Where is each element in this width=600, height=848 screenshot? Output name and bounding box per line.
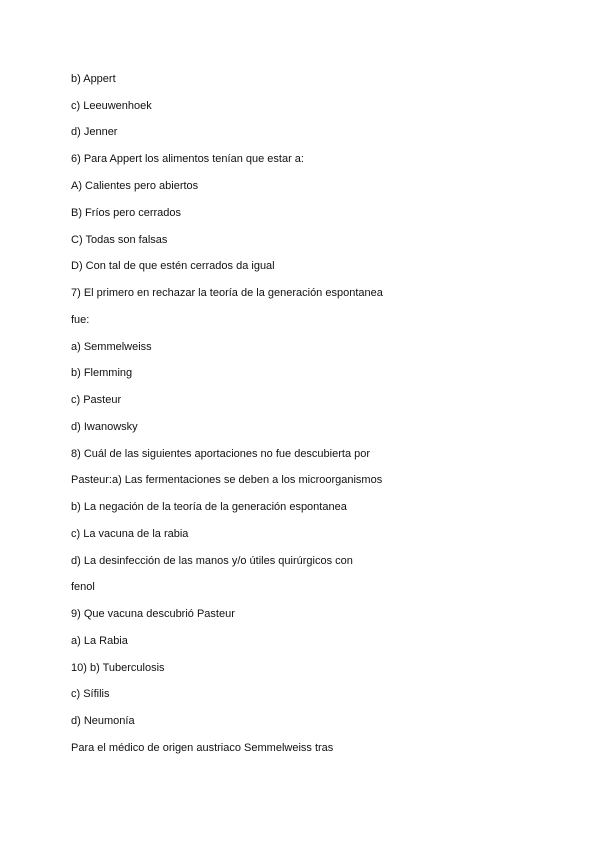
- question-7: 7) El primero en rechazar la teoría de la generación espontanea: [71, 287, 383, 299]
- text-line: B) Fríos pero cerrados: [71, 207, 182, 219]
- text-line: c) Pasteur: [71, 394, 122, 406]
- text-line: fue:: [71, 314, 90, 326]
- text-line: A) Calientes pero abiertos: [71, 180, 199, 192]
- text-line: c) La vacuna de la rabia: [71, 528, 189, 540]
- text-line: Pasteur:a) Las fermentaciones se deben a los microorganismos: [71, 474, 383, 486]
- paragraph-start: Para el médico de origen austriaco Semmelweiss tras: [71, 742, 334, 754]
- text-line: a) Semmelweiss: [71, 341, 152, 353]
- question-6: 6) Para Appert los alimentos tenían que estar a:: [71, 153, 304, 165]
- text-line: b) Flemming: [71, 367, 133, 379]
- text-line: C) Todas son falsas: [71, 234, 168, 246]
- text-line: d) La desinfección de las manos y/o útiles quirúrgicos con: [71, 555, 353, 567]
- text-line: d) Neumonía: [71, 715, 135, 727]
- question-8: 8) Cuál de las siguientes aportaciones no fue descubierta por: [71, 448, 371, 460]
- question-9: 9) Que vacuna descubrió Pasteur: [71, 608, 235, 620]
- text-line: c) Leeuwenhoek: [71, 100, 152, 112]
- text-line: d) Jenner: [71, 126, 118, 138]
- text-line: a) La Rabia: [71, 635, 128, 647]
- text-line: d) Iwanowsky: [71, 421, 138, 433]
- text-line: b) La negación de la teoría de la generación espontanea: [71, 501, 347, 513]
- text-line: c) Sífilis: [71, 688, 110, 700]
- question-10: 10) b) Tuberculosis: [71, 662, 165, 674]
- text-line: D) Con tal de que estén cerrados da igual: [71, 260, 275, 272]
- text-line: fenol: [71, 581, 95, 593]
- text-line: b) Appert: [71, 73, 116, 85]
